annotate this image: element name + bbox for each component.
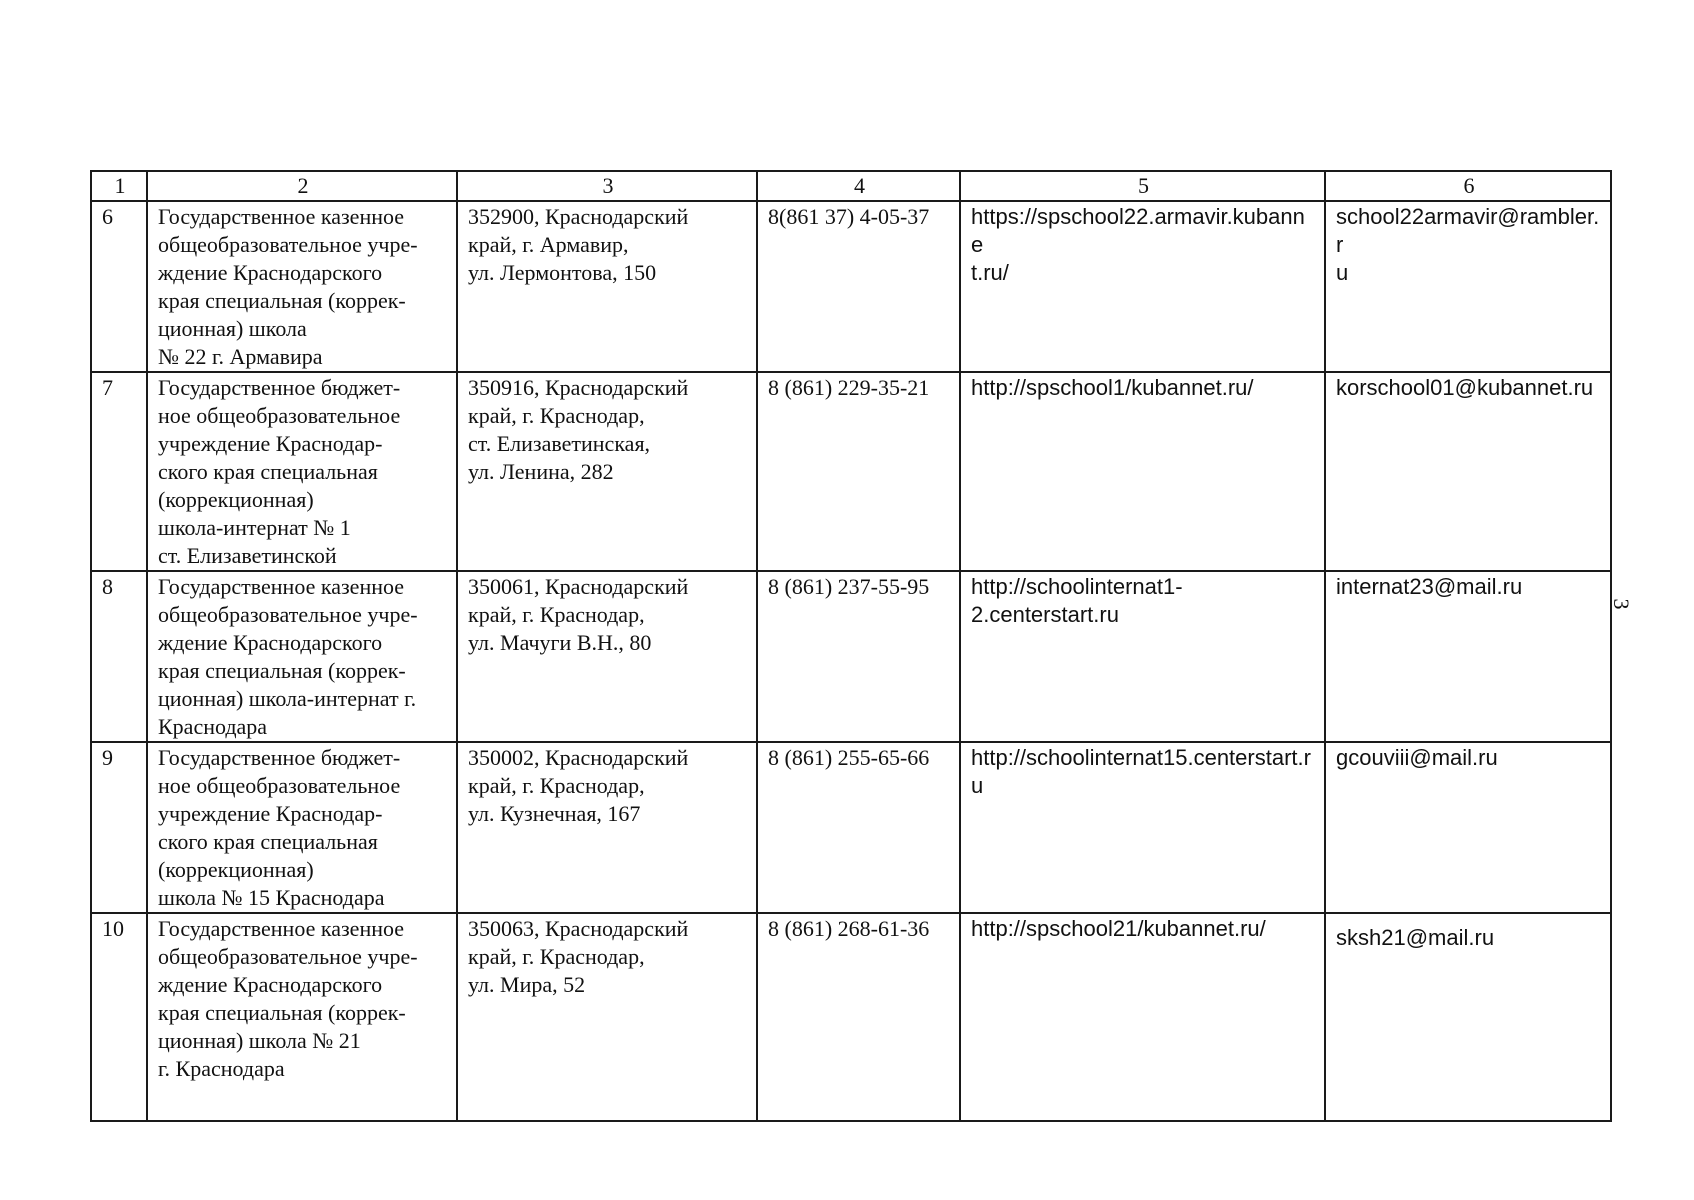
website-link[interactable]: http://schoolinternat1- 2.centerstart.ru — [971, 574, 1183, 627]
table-row — [91, 913, 1611, 1121]
institution-name: Государственное казенное общеобразовательное учре- ждение Краснодарского края специальная (коррек- ционная) школа № 22 г. Армавира — [158, 204, 418, 369]
institution-name-cell — [147, 372, 457, 571]
address-cell — [457, 372, 757, 571]
address: 352900, Краснодарский край, г. Армавир, ул. Лермонтова, 150 — [468, 204, 689, 285]
website-link[interactable]: http://spschool21/kubannet.ru/ — [971, 916, 1266, 941]
phone: 8(861 37) 4-05-37 — [768, 204, 930, 229]
address: 350916, Краснодарский край, г. Краснодар, ст. Елизаветинская, ул. Ленина, 282 — [468, 375, 689, 484]
column-header-5: 5 — [960, 171, 1325, 201]
phone-cell — [757, 571, 960, 742]
column-header-4: 4 — [757, 171, 960, 201]
institution-name: Государственное казенное общеобразовательное учре- ждение Краснодарского края специальная (коррек- ционная) школа № 21 г. Краснодара — [158, 916, 418, 1081]
row-number: 10 — [102, 916, 124, 941]
column-header-6: 6 — [1325, 171, 1611, 201]
row-number: 8 — [102, 574, 113, 599]
table-row — [91, 372, 1611, 571]
column-header-3: 3 — [457, 171, 757, 201]
website-cell — [960, 372, 1325, 571]
phone-cell — [757, 742, 960, 913]
address: 350061, Краснодарский край, г. Краснодар, ул. Мачуги В.Н., 80 — [468, 574, 689, 655]
email-link[interactable]: school22armavir@rambler.r u — [1336, 204, 1600, 285]
website-cell — [960, 201, 1325, 372]
email-cell — [1325, 201, 1611, 372]
email-cell — [1325, 372, 1611, 571]
row-number-cell — [91, 571, 147, 742]
website-cell — [960, 913, 1325, 1121]
address-cell — [457, 913, 757, 1121]
page-number: 3 — [1609, 598, 1634, 610]
institution-name: Государственное казенное общеобразовательное учре- ждение Краснодарского края специальная (коррек- ционная) школа-интернат г. Краснодара — [158, 574, 418, 739]
address-cell — [457, 571, 757, 742]
institution-name: Государственное бюджет- ное общеобразовательное учреждение Краснодар- ского края специальная (коррекционная) школа-интернат № 1 ст. Елизаветинской — [158, 375, 401, 568]
phone-cell — [757, 913, 960, 1121]
phone-cell — [757, 201, 960, 372]
table-row — [91, 201, 1611, 372]
table-row — [91, 742, 1611, 913]
email-cell — [1325, 742, 1611, 913]
table-row — [91, 571, 1611, 742]
phone: 8 (861) 255-65-66 — [768, 745, 930, 770]
row-number-cell — [91, 201, 147, 372]
phone-cell — [757, 372, 960, 571]
phone: 8 (861) 237-55-95 — [768, 574, 930, 599]
email-link[interactable]: internat23@mail.ru — [1336, 574, 1523, 599]
institution-name-cell — [147, 201, 457, 372]
row-number-cell — [91, 742, 147, 913]
email-link[interactable]: korschool01@kubannet.ru — [1336, 375, 1594, 400]
row-number: 6 — [102, 204, 113, 229]
phone: 8 (861) 268-61-36 — [768, 916, 930, 941]
address: 350063, Краснодарский край, г. Краснодар, ул. Мира, 52 — [468, 916, 689, 997]
row-number: 9 — [102, 745, 113, 770]
email-link[interactable]: sksh21@mail.ru — [1336, 925, 1495, 950]
email-cell — [1325, 913, 1611, 1121]
row-number-cell — [91, 913, 147, 1121]
column-header-1: 1 — [91, 171, 147, 201]
institution-name-cell — [147, 742, 457, 913]
schools-table — [90, 170, 1612, 1122]
address: 350002, Краснодарский край, г. Краснодар, ул. Кузнечная, 167 — [468, 745, 689, 826]
institution-name-cell — [147, 571, 457, 742]
website-cell — [960, 571, 1325, 742]
email-link[interactable]: gcouviii@mail.ru — [1336, 745, 1498, 770]
row-number-cell — [91, 372, 147, 571]
phone: 8 (861) 229-35-21 — [768, 375, 930, 400]
column-header-2: 2 — [147, 171, 457, 201]
address-cell — [457, 742, 757, 913]
institution-name: Государственное бюджет- ное общеобразовательное учреждение Краснодар- ского края специальная (коррекционная) школа № 15 Краснодара — [158, 745, 401, 910]
website-cell — [960, 742, 1325, 913]
institution-name-cell — [147, 913, 457, 1121]
table-header-row — [91, 171, 1611, 201]
website-link[interactable]: https://spschool22.armavir.kubanne t.ru/ — [971, 204, 1305, 285]
address-cell — [457, 201, 757, 372]
row-number: 7 — [102, 375, 113, 400]
website-link[interactable]: http://spschool1/kubannet.ru/ — [971, 375, 1254, 400]
email-cell — [1325, 571, 1611, 742]
website-link[interactable]: http://schoolinternat15.centerstart.r u — [971, 745, 1311, 798]
